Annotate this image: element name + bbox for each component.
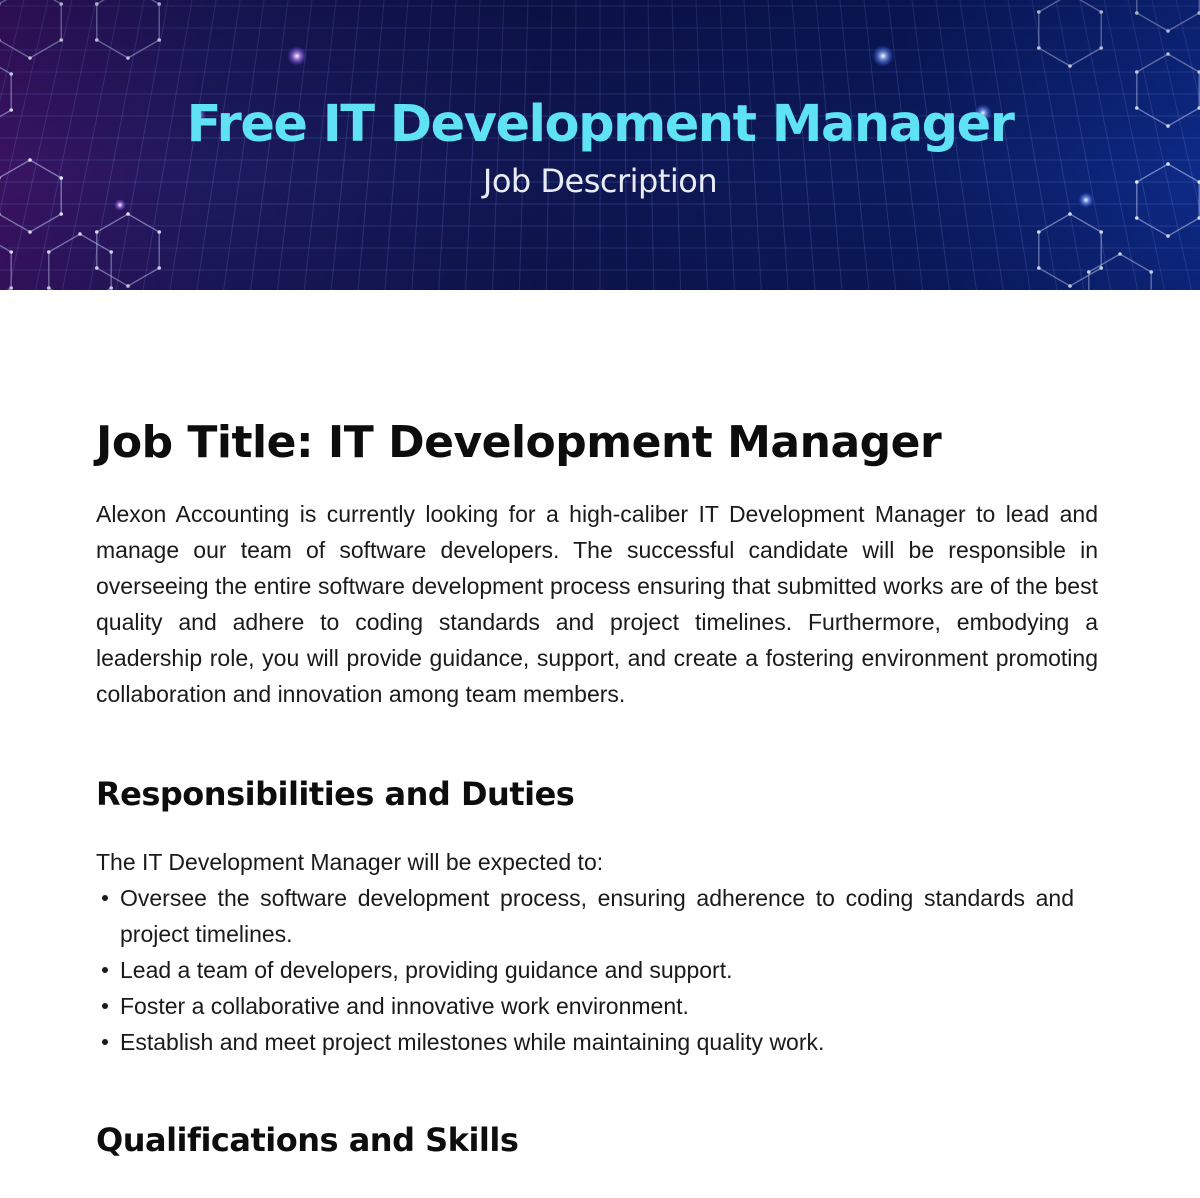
header-banner <box>0 0 1200 290</box>
banner-subtitle: Job Description <box>482 162 718 200</box>
intro-paragraph: Alexon Accounting is currently looking for a high-caliber IT Development Manager to lead and manage our team of software developers. The successful candidate will be responsible in overseeing the entire software development process ensuring that submitted works are of the best quality and adhere to coding standards and project timelines. Furthermore, embodying a leadership role, you will provide guidance, support, and create a fostering environment promoting collaboration and innovation among team members. <box>96 501 1098 707</box>
document-body <box>96 416 1098 1160</box>
list-item: Oversee the software development process, ensuring adherence to coding standards and project timelines. <box>96 880 1074 952</box>
list-item: Lead a team of developers, providing guidance and support. <box>96 952 1074 988</box>
banner-title: Free IT Development Manager <box>186 95 1014 154</box>
responsibilities-lead: The IT Development Manager will be expected to: <box>96 849 604 875</box>
list-item: Establish and meet project milestones while maintaining quality work. <box>96 1024 1074 1060</box>
list-item: Foster a collaborative and innovative work environment. <box>96 988 1074 1024</box>
responsibilities-list <box>96 880 1074 1060</box>
job-title-heading: Job Title: IT Development Manager <box>96 417 942 468</box>
responsibilities-heading: Responsibilities and Duties <box>96 775 575 813</box>
qualifications-heading: Qualifications and Skills <box>96 1121 519 1159</box>
